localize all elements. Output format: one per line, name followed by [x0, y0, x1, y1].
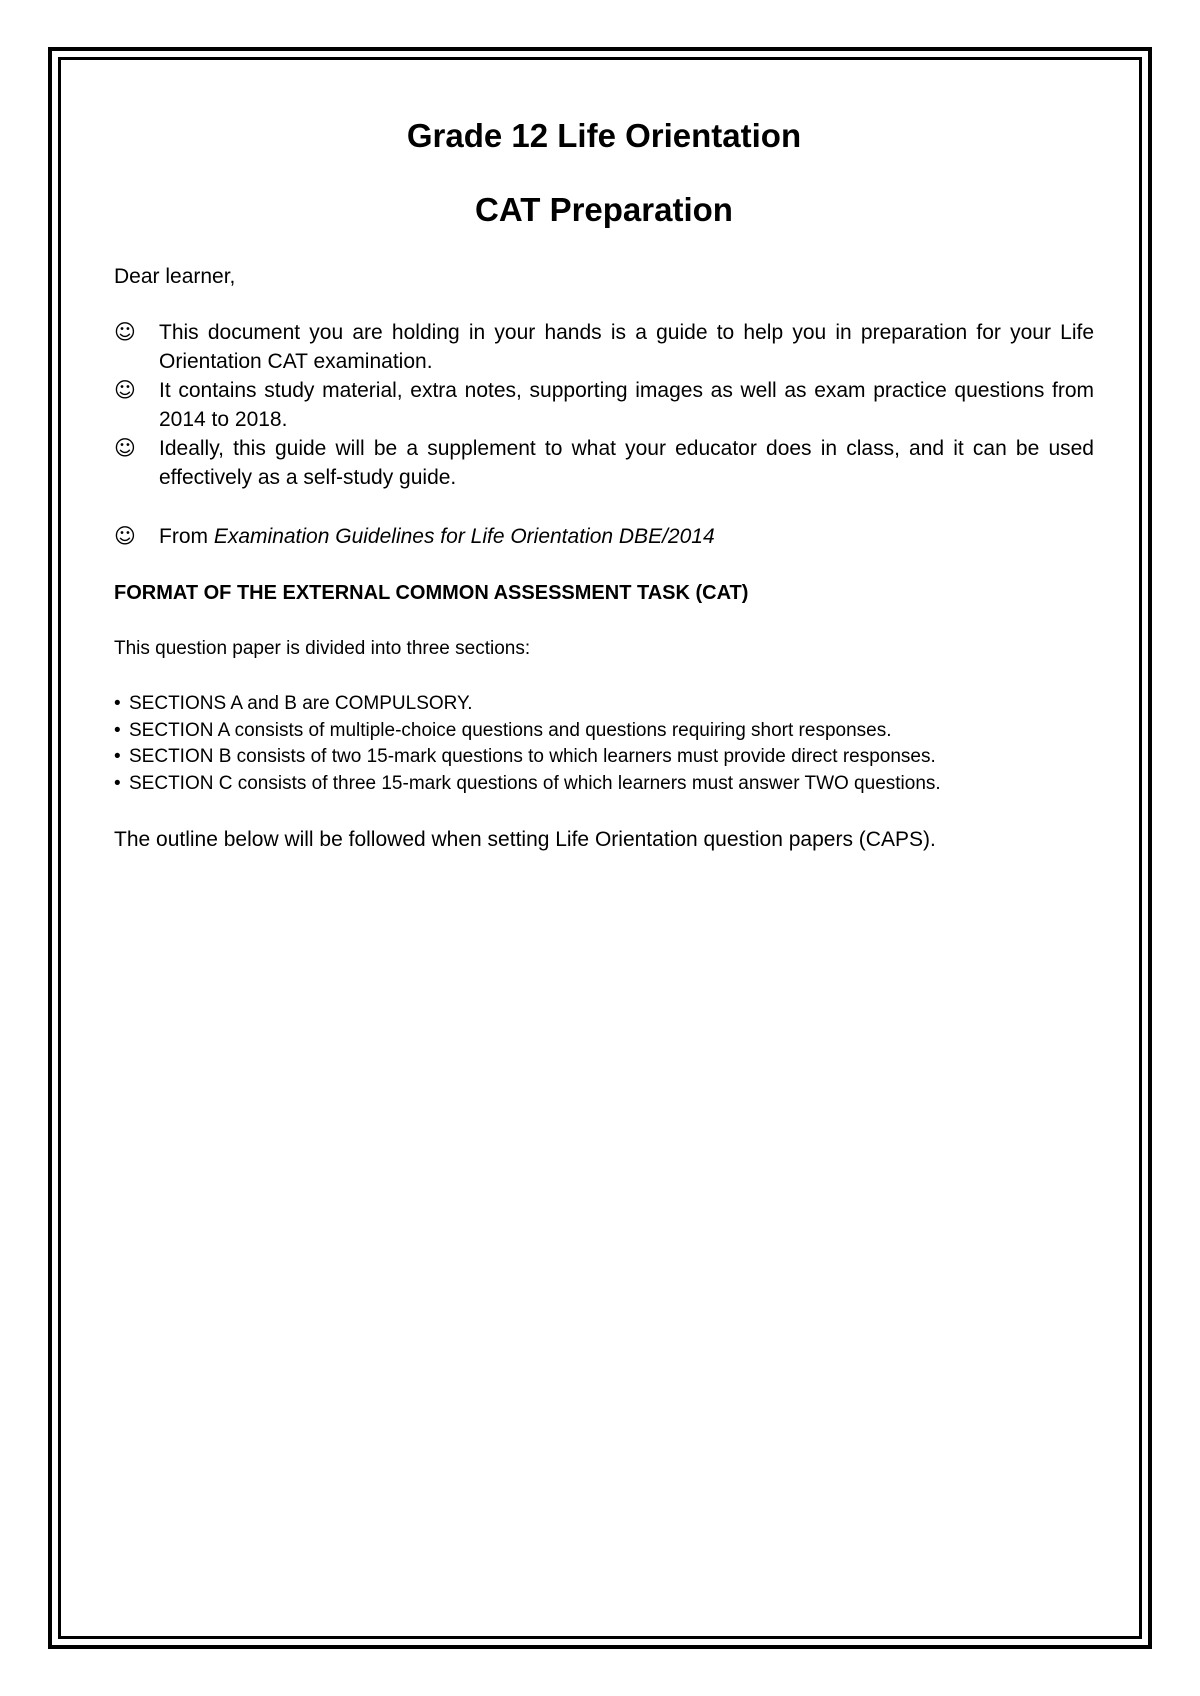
document-body	[114, 110, 1094, 855]
outline-paragraph: The outline below will be followed when setting Life Orientation question papers (CAPS).	[114, 828, 936, 851]
sections-list-item-text: SECTIONS A and B are COMPULSORY.	[129, 693, 473, 714]
intro-list-item	[114, 318, 1094, 376]
sections-list-item	[114, 691, 1074, 718]
sections-list-item-text: SECTION A consists of multiple-choice questions and questions requiring short responses.	[129, 719, 892, 741]
bullet-dot-icon: •	[114, 746, 121, 767]
intro-paragraph: This question paper is divided into three sections:	[114, 638, 531, 659]
bullet-dot-icon: •	[114, 772, 121, 794]
bullet-dot-icon: •	[114, 719, 121, 741]
section-heading: FORMAT OF THE EXTERNAL COMMON ASSESSMENT TASK (CAT)	[114, 582, 749, 604]
bullet-dot-icon: •	[114, 693, 121, 714]
intro-list-item	[114, 434, 1094, 492]
sections-list-item-text: SECTION C consists of three 15-mark questions of which learners must answer TWO questions.	[129, 772, 941, 794]
smiley-face-icon: ☺	[114, 436, 136, 460]
intro-list-item	[114, 376, 1094, 434]
smiley-face-icon: ☺	[114, 378, 136, 402]
document-title: Grade 12 Life Orientation	[406, 117, 802, 154]
smiley-face-icon: ☺	[114, 524, 136, 548]
intro-list-item-text: This document you are holding in your hands is a guide to help you in preparation for your Life Orientation CAT examination.	[159, 321, 1094, 373]
sections-list-item	[114, 744, 1074, 771]
intro-list	[114, 318, 1094, 492]
intro-list-item-text: Ideally, this guide will be a supplement to what your educator does in class, and it can be used effectively as a self-study guide.	[159, 437, 1094, 489]
sections-list-item-text: SECTION B consists of two 15-mark questions to which learners must provide direct responses.	[129, 746, 936, 767]
document-subtitle: CAT Preparation	[475, 191, 733, 228]
sections-list	[114, 691, 1074, 797]
source-prefix: From	[159, 525, 208, 548]
source-reference	[114, 522, 1094, 551]
greeting: Dear learner,	[114, 265, 236, 288]
intro-list-item-text: It contains study material, extra notes, supporting images as well as exam practice questions from 2014 to 2018.	[159, 379, 1094, 431]
sections-list-item	[114, 771, 1074, 798]
source-title: Examination Guidelines for Life Orientation DBE/2014	[213, 525, 715, 548]
smiley-face-icon: ☺	[114, 320, 136, 344]
sections-list-item	[114, 718, 1074, 745]
